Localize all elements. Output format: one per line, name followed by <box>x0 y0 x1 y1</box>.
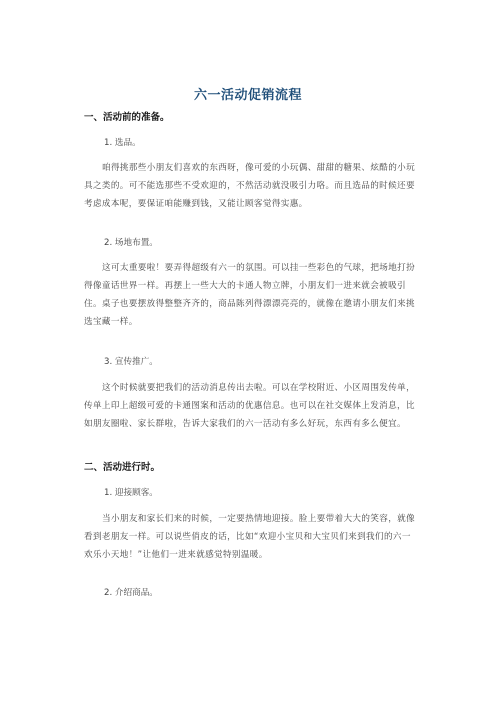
paragraph-line: 这个时候就要把我们的活动消息传出去啦。可以在学校附近、小区周围发传单， <box>102 383 416 393</box>
paragraph-line: 当小朋友和家长们来的时候，一定要热情地迎接。脸上要带着大大的笑容，就像 <box>102 514 416 524</box>
paragraph-venue-setup <box>84 259 424 331</box>
subheading-greeting-customers: 1. 迎接顾客。 <box>104 488 158 498</box>
section-heading-during-event: 二、活动进行时。 <box>84 462 161 473</box>
subheading-promotion: 3. 宣传推广。 <box>104 357 158 367</box>
paragraph-line: 具之类的。可不能选那些不受欢迎的，不然活动就没吸引力咯。而且选品的时候还要 <box>84 181 415 191</box>
paragraph-greeting-customers <box>84 510 424 564</box>
paragraph-line: 看到老朋友一样。可以说些俏皮的话，比如“欢迎小宝贝和大宝贝们来到我们的六一 <box>84 532 411 542</box>
paragraph-line: 如朋友圈啦、家长群啦，告诉大家我们的六一活动有多么好玩，东西有多么便宜。 <box>84 419 406 429</box>
section-heading-preparation: 一、活动前的准备。 <box>84 112 170 123</box>
paragraph-line: 得像童话世界一样。再摆上一些大大的卡通人物立牌，小朋友们一进来就会被吸引 <box>84 281 406 291</box>
paragraph-line: 欢乐小天地！”让他们一进来就感觉特别温暖。 <box>84 550 268 560</box>
paragraph-line: 咱得挑那些小朋友们喜欢的东西呀，像可爱的小玩偶、甜甜的糖果、炫酷的小玩 <box>102 163 416 173</box>
paragraph-product-selection <box>84 159 424 213</box>
paragraph-line: 这可太重要啦！要弄得超级有六一的氛围。可以挂一些彩色的气球，把场地打扮 <box>102 263 416 273</box>
subheading-introduce-products: 2. 介绍商品。 <box>104 588 158 598</box>
paragraph-line: 传单上印上超级可爱的卡通图案和活动的优惠信息。也可以在社交媒体上发消息，比 <box>84 401 415 411</box>
paragraph-line: 考虑成本呢，要保证咱能赚到钱，又能让顾客觉得实惠。 <box>84 199 308 209</box>
paragraph-line: 选宝藏一样。 <box>84 317 138 327</box>
paragraph-line: 住。桌子也要摆放得整整齐齐的，商品陈列得漂漂亮亮的，就像在邀请小朋友们来挑 <box>84 299 415 309</box>
document-title: 六一活动促销流程 <box>193 88 302 103</box>
paragraph-promotion <box>84 379 424 433</box>
subheading-product-selection: 1. 选品。 <box>104 138 141 148</box>
subheading-venue-setup: 2. 场地布置。 <box>104 238 158 248</box>
